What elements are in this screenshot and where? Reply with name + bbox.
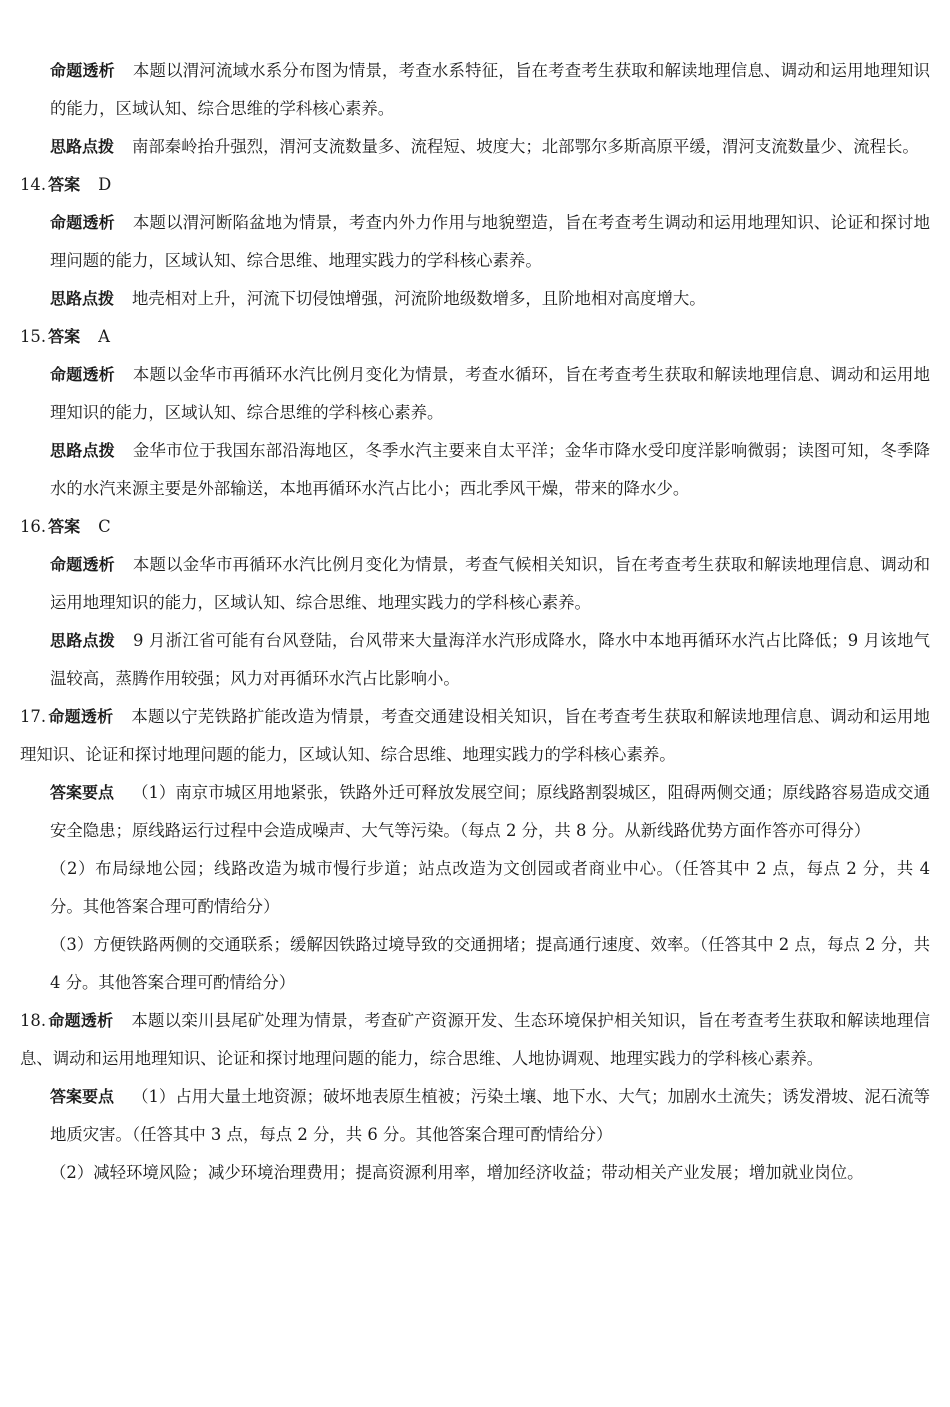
question-14 xyxy=(20,166,930,318)
q16-mtj xyxy=(20,546,930,622)
question-number: 17. xyxy=(20,707,47,726)
question-number: 18. xyxy=(20,1011,47,1030)
label-answer: 答案 xyxy=(48,517,81,536)
q15-mtj xyxy=(20,356,930,432)
mtj-text: 本题以宁芜铁路扩能改造为情景，考查交通建设相关知识，旨在考查考生获取和解读地理信息、调动和运用地理知识、论证和探讨地理问题的能力，区域认知、综合思维、地理实践力的学科核心素养。 xyxy=(20,707,930,764)
mtj-text: 本题以金华市再循环水汽比例月变化为情景，考查气候相关知识，旨在考查考生获取和解读地理信息、调动和运用地理知识的能力，区域认知、综合思维、地理实践力的学科核心素养。 xyxy=(50,555,930,612)
q15-answer-line xyxy=(20,318,930,356)
q17-mtj xyxy=(20,698,930,774)
q14-answer-line xyxy=(20,166,930,204)
question-number: 15. xyxy=(20,327,47,346)
q14-slz xyxy=(20,280,930,318)
q14-mtj xyxy=(20,204,930,280)
q17-answer-3 xyxy=(20,926,930,1002)
q17-answer-1 xyxy=(20,774,930,850)
top-slz xyxy=(20,128,930,166)
slz-text: 南部秦岭抬升强烈，渭河支流数量多、流程短、坡度大；北部鄂尔多斯高原平缓，渭河支流数量少、流程长。 xyxy=(132,137,919,156)
label-silu-dianbo: 思路点拨 xyxy=(50,441,115,460)
label-mingti-touxi: 命题透析 xyxy=(50,213,115,232)
q18-answer-2 xyxy=(20,1154,930,1192)
label-mingti-touxi: 命题透析 xyxy=(50,61,115,80)
label-mingti-touxi: 命题透析 xyxy=(48,707,114,726)
question-15 xyxy=(20,318,930,508)
q18-answer-1 xyxy=(20,1078,930,1154)
label-mingti-touxi: 命题透析 xyxy=(50,365,115,384)
answer-point-1: （1）南京市城区用地紧张，铁路外迁可释放发展空间；原线路割裂城区，阻碍两侧交通；原线路容易造成交通安全隐患；原线路运行过程中会造成噪声、大气等污染。（每点 2 分，共 8 分。从新线路优势方面作答亦可得分） xyxy=(50,783,930,840)
answer-point-3: （3）方便铁路两侧的交通联系；缓解因铁路过境导致的交通拥堵；提高通行速度、效率。（任答其中 2 点，每点 2 分，共 4 分。其他答案合理可酌情给分） xyxy=(50,935,930,992)
label-answer: 答案 xyxy=(48,327,81,346)
question-18 xyxy=(20,1002,930,1192)
mtj-text: 本题以金华市再循环水汽比例月变化为情景，考查水循环，旨在考查考生获取和解读地理信息、调动和运用地理知识的能力，区域认知、综合思维的学科核心素养。 xyxy=(50,365,930,422)
question-number: 16. xyxy=(20,517,47,536)
answer-point-2: （2）布局绿地公园；线路改造为城市慢行步道；站点改造为文创园或者商业中心。（任答其中 2 点，每点 2 分，共 4 分。其他答案合理可酌情给分） xyxy=(50,859,930,916)
label-daan-yaodian: 答案要点 xyxy=(50,783,115,802)
label-daan-yaodian: 答案要点 xyxy=(50,1087,115,1106)
label-silu-dianbo: 思路点拨 xyxy=(50,289,115,308)
question-17 xyxy=(20,698,930,1002)
mtj-text: 本题以渭河断陷盆地为情景，考查内外力作用与地貌塑造，旨在考查考生调动和运用地理知识、论证和探讨地理问题的能力，区域认知、综合思维、地理实践力的学科核心素养。 xyxy=(50,213,930,270)
mtj-text: 本题以栾川县尾矿处理为情景，考查矿产资源开发、生态环境保护相关知识，旨在考查考生获取和解读地理信息、调动和运用地理知识、论证和探讨地理问题的能力，综合思维、人地协调观、地理实践力的学科核心素养。 xyxy=(20,1011,930,1068)
label-mingti-touxi: 命题透析 xyxy=(48,1011,114,1030)
answer-point-1: （1）占用大量土地资源；破坏地表原生植被；污染土壤、地下水、大气；加剧水土流失；诱发滑坡、泥石流等地质灾害。（任答其中 3 点，每点 2 分，共 6 分。其他答案合理可酌情给分） xyxy=(50,1087,930,1144)
answer-key-page xyxy=(20,52,930,1192)
q18-mtj xyxy=(20,1002,930,1078)
label-silu-dianbo: 思路点拨 xyxy=(50,137,115,156)
question-number: 14. xyxy=(20,175,47,194)
answer-value: C xyxy=(98,517,111,536)
q17-answer-2 xyxy=(20,850,930,926)
label-mingti-touxi: 命题透析 xyxy=(50,555,115,574)
mtj-text: 本题以渭河流域水系分布图为情景，考查水系特征，旨在考查考生获取和解读地理信息、调动和运用地理知识的能力，区域认知、综合思维的学科核心素养。 xyxy=(50,61,930,118)
slz-text: 9 月浙江省可能有台风登陆，台风带来大量海洋水汽形成降水，降水中本地再循环水汽占比降低；9 月该地气温较高，蒸腾作用较强；风力对再循环水汽占比影响小。 xyxy=(50,631,930,688)
slz-text: 地壳相对上升，河流下切侵蚀增强，河流阶地级数增多，且阶地相对高度增大。 xyxy=(132,289,706,308)
q16-slz xyxy=(20,622,930,698)
answer-point-2: （2）减轻环境风险；减少环境治理费用；提高资源利用率，增加经济收益；带动相关产业发展；增加就业岗位。 xyxy=(50,1163,864,1182)
label-silu-dianbo: 思路点拨 xyxy=(50,631,116,650)
answer-value: A xyxy=(98,327,110,346)
label-answer: 答案 xyxy=(48,175,81,194)
slz-text: 金华市位于我国东部沿海地区，冬季水汽主要来自太平洋；金华市降水受印度洋影响微弱；读图可知，冬季降水的水汽来源主要是外部输送，本地再循环水汽占比小；西北季风干燥，带来的降水少。 xyxy=(50,441,930,498)
answer-value: D xyxy=(98,175,112,194)
top-mtj xyxy=(20,52,930,128)
question-16 xyxy=(20,508,930,698)
q15-slz xyxy=(20,432,930,508)
q16-answer-line xyxy=(20,508,930,546)
